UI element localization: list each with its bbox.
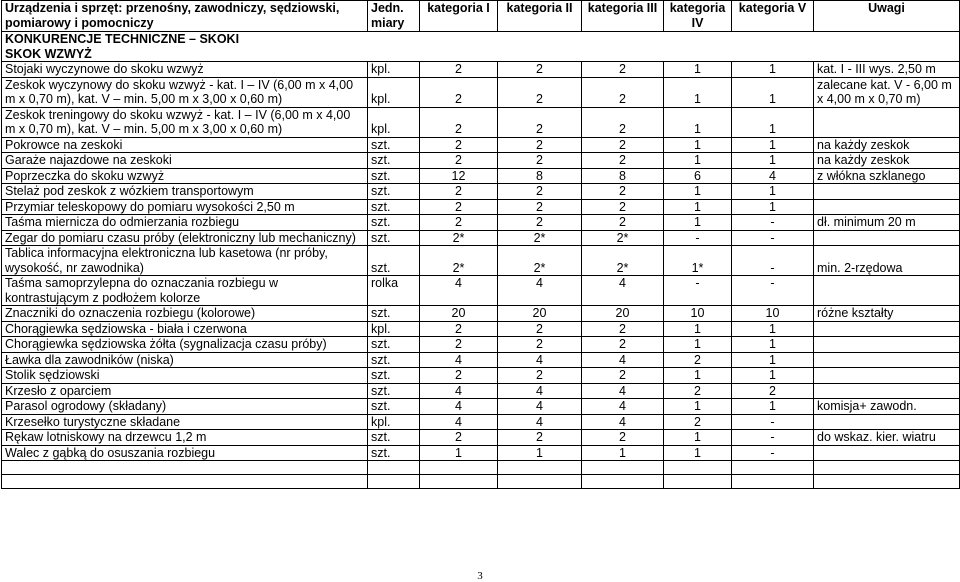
item-note: różne kształty bbox=[814, 306, 960, 322]
item-cat2: 4 bbox=[498, 399, 582, 415]
item-cat4: - bbox=[664, 230, 732, 246]
item-cat1: 4 bbox=[420, 414, 498, 430]
item-cat2: 4 bbox=[498, 276, 582, 306]
item-cat5: 1 bbox=[732, 368, 814, 384]
item-name: Przymiar teleskopowy do pomiaru wysokości 2,50 m bbox=[2, 199, 368, 215]
item-cat4: 1 bbox=[664, 199, 732, 215]
item-cat1: 4 bbox=[420, 352, 498, 368]
item-cat5: 1 bbox=[732, 62, 814, 78]
blank-cell bbox=[420, 475, 498, 489]
table-row bbox=[2, 276, 960, 306]
table-row bbox=[2, 445, 960, 461]
item-cat1: 2 bbox=[420, 77, 498, 107]
item-note bbox=[814, 107, 960, 137]
blank-row bbox=[2, 461, 960, 475]
item-cat1: 2 bbox=[420, 107, 498, 137]
item-unit: szt. bbox=[368, 383, 420, 399]
item-unit: szt. bbox=[368, 230, 420, 246]
table-row bbox=[2, 137, 960, 153]
header-notes: Uwagi bbox=[814, 1, 960, 32]
item-cat3: 4 bbox=[582, 414, 664, 430]
item-cat1: 2 bbox=[420, 215, 498, 231]
item-name: Zeskok treningowy do skoku wzwyż - kat. I – IV (6,00 m x 4,00 m x 0,70 m), kat. V – min. 5,00 m x 3,00 x 0,60 m) bbox=[2, 107, 368, 137]
item-cat3: 1 bbox=[582, 445, 664, 461]
item-name: Parasol ogrodowy (składany) bbox=[2, 399, 368, 415]
item-name: Stelaż pod zeskok z wózkiem transportowym bbox=[2, 184, 368, 200]
item-note bbox=[814, 321, 960, 337]
item-note: kat. I - III wys. 2,50 m bbox=[814, 62, 960, 78]
item-cat1: 2* bbox=[420, 230, 498, 246]
table-row bbox=[2, 368, 960, 384]
blank-cell bbox=[582, 475, 664, 489]
blank-cell bbox=[814, 475, 960, 489]
item-cat2: 2 bbox=[498, 153, 582, 169]
item-cat2: 2 bbox=[498, 184, 582, 200]
item-cat4: 1 bbox=[664, 445, 732, 461]
item-cat3: 2 bbox=[582, 184, 664, 200]
item-unit: szt. bbox=[368, 153, 420, 169]
item-cat5: 1 bbox=[732, 399, 814, 415]
header-item: Urządzenia i sprzęt: przenośny, zawodniczy, sędziowski, pomiarowy i pomocniczy bbox=[2, 1, 368, 32]
section-subtitle-row bbox=[2, 47, 960, 62]
blank-row bbox=[2, 475, 960, 489]
item-cat1: 4 bbox=[420, 383, 498, 399]
item-name: Taśma miernicza do odmierzania rozbiegu bbox=[2, 215, 368, 231]
item-note: min. 2-rzędowa bbox=[814, 246, 960, 276]
table-row bbox=[2, 184, 960, 200]
header-cat2: kategoria II bbox=[498, 1, 582, 32]
item-cat4: 1 bbox=[664, 153, 732, 169]
table-row bbox=[2, 77, 960, 107]
header-cat5: kategoria V bbox=[732, 1, 814, 32]
item-note: zalecane kat. V - 6,00 m x 4,00 m x 0,70 m) bbox=[814, 77, 960, 107]
item-cat4: 1 bbox=[664, 399, 732, 415]
item-cat5: 1 bbox=[732, 352, 814, 368]
item-cat2: 20 bbox=[498, 306, 582, 322]
item-unit: szt. bbox=[368, 306, 420, 322]
item-cat2: 4 bbox=[498, 383, 582, 399]
item-name: Stolik sędziowski bbox=[2, 368, 368, 384]
table-row bbox=[2, 306, 960, 322]
item-cat3: 4 bbox=[582, 352, 664, 368]
item-note: na każdy zeskok bbox=[814, 153, 960, 169]
item-note bbox=[814, 199, 960, 215]
item-cat1: 4 bbox=[420, 276, 498, 306]
item-cat2: 2 bbox=[498, 62, 582, 78]
table-row bbox=[2, 107, 960, 137]
item-cat5: 1 bbox=[732, 321, 814, 337]
item-unit: szt. bbox=[368, 137, 420, 153]
item-cat5: 2 bbox=[732, 383, 814, 399]
item-cat1: 2 bbox=[420, 184, 498, 200]
item-note bbox=[814, 230, 960, 246]
item-cat2: 2 bbox=[498, 199, 582, 215]
item-cat3: 2 bbox=[582, 77, 664, 107]
item-name: Rękaw lotniskowy na drzewcu 1,2 m bbox=[2, 430, 368, 446]
item-name: Krzesło z oparciem bbox=[2, 383, 368, 399]
item-cat5: - bbox=[732, 445, 814, 461]
item-cat1: 2 bbox=[420, 62, 498, 78]
item-name: Chorągiewka sędziowska żółta (sygnalizacja czasu próby) bbox=[2, 337, 368, 353]
header-cat1: kategoria I bbox=[420, 1, 498, 32]
item-note: z włókna szklanego bbox=[814, 168, 960, 184]
item-name: Krzesełko turystyczne składane bbox=[2, 414, 368, 430]
table-row bbox=[2, 430, 960, 446]
item-unit: kpl. bbox=[368, 62, 420, 78]
item-unit: szt. bbox=[368, 199, 420, 215]
item-note bbox=[814, 368, 960, 384]
header-cat3: kategoria III bbox=[582, 1, 664, 32]
item-cat5: 4 bbox=[732, 168, 814, 184]
item-cat3: 2* bbox=[582, 230, 664, 246]
item-cat2: 4 bbox=[498, 352, 582, 368]
item-cat2: 2 bbox=[498, 77, 582, 107]
blank-cell bbox=[732, 475, 814, 489]
item-cat2: 2 bbox=[498, 337, 582, 353]
section-title: KONKURENCJE TECHNICZNE – SKOKI bbox=[2, 32, 960, 47]
table-row bbox=[2, 383, 960, 399]
item-unit: szt. bbox=[368, 337, 420, 353]
item-cat3: 2 bbox=[582, 337, 664, 353]
item-unit: kpl. bbox=[368, 107, 420, 137]
item-unit: szt. bbox=[368, 168, 420, 184]
page-number: 3 bbox=[477, 570, 483, 582]
blank-cell bbox=[420, 461, 498, 475]
item-name: Pokrowce na zeskoki bbox=[2, 137, 368, 153]
item-cat1: 2 bbox=[420, 153, 498, 169]
table-row bbox=[2, 352, 960, 368]
item-unit: kpl. bbox=[368, 77, 420, 107]
item-name: Stojaki wyczynowe do skoku wzwyż bbox=[2, 62, 368, 78]
blank-cell bbox=[368, 475, 420, 489]
item-unit: szt. bbox=[368, 184, 420, 200]
header-row bbox=[2, 1, 960, 32]
blank-cell bbox=[2, 461, 368, 475]
item-cat4: 1 bbox=[664, 215, 732, 231]
item-note bbox=[814, 352, 960, 368]
item-cat5: 1 bbox=[732, 184, 814, 200]
item-cat3: 2 bbox=[582, 137, 664, 153]
blank-cell bbox=[732, 461, 814, 475]
item-cat5: 1 bbox=[732, 153, 814, 169]
item-unit: szt. bbox=[368, 399, 420, 415]
item-cat2: 2 bbox=[498, 137, 582, 153]
item-cat4: 1 bbox=[664, 321, 732, 337]
item-unit: szt. bbox=[368, 215, 420, 231]
header-unit: Jedn. miary bbox=[368, 1, 420, 32]
item-cat4: 2 bbox=[664, 383, 732, 399]
item-cat3: 2 bbox=[582, 153, 664, 169]
item-cat5: 1 bbox=[732, 199, 814, 215]
table-row bbox=[2, 199, 960, 215]
blank-cell bbox=[498, 461, 582, 475]
item-cat1: 2* bbox=[420, 246, 498, 276]
item-cat3: 4 bbox=[582, 383, 664, 399]
item-note: do wskaz. kier. wiatru bbox=[814, 430, 960, 446]
item-cat2: 4 bbox=[498, 414, 582, 430]
item-unit: szt. bbox=[368, 368, 420, 384]
item-cat4: 1 bbox=[664, 137, 732, 153]
item-cat2: 2* bbox=[498, 230, 582, 246]
item-cat1: 2 bbox=[420, 337, 498, 353]
table-row bbox=[2, 246, 960, 276]
item-note bbox=[814, 337, 960, 353]
item-name: Walec z gąbką do osuszania rozbiegu bbox=[2, 445, 368, 461]
item-name: Garaże najazdowe na zeskoki bbox=[2, 153, 368, 169]
item-note: komisja+ zawodn. bbox=[814, 399, 960, 415]
table-row bbox=[2, 399, 960, 415]
item-note bbox=[814, 445, 960, 461]
item-name: Taśma samoprzylepna do oznaczania rozbiegu w kontrastującym z podłożem kolorze bbox=[2, 276, 368, 306]
item-cat5: - bbox=[732, 414, 814, 430]
item-cat4: - bbox=[664, 276, 732, 306]
item-note bbox=[814, 383, 960, 399]
item-cat2: 1 bbox=[498, 445, 582, 461]
item-cat3: 2 bbox=[582, 199, 664, 215]
item-unit: szt. bbox=[368, 246, 420, 276]
item-cat1: 2 bbox=[420, 368, 498, 384]
item-cat3: 2 bbox=[582, 215, 664, 231]
item-unit: szt. bbox=[368, 430, 420, 446]
item-name: Zegar do pomiaru czasu próby (elektroniczny lub mechaniczny) bbox=[2, 230, 368, 246]
table-row bbox=[2, 321, 960, 337]
table-row bbox=[2, 337, 960, 353]
item-cat1: 2 bbox=[420, 137, 498, 153]
table-row bbox=[2, 153, 960, 169]
item-cat1: 2 bbox=[420, 321, 498, 337]
equipment-table bbox=[1, 0, 960, 489]
item-cat3: 20 bbox=[582, 306, 664, 322]
item-cat1: 2 bbox=[420, 430, 498, 446]
item-cat3: 2 bbox=[582, 321, 664, 337]
item-cat4: 10 bbox=[664, 306, 732, 322]
table-row bbox=[2, 230, 960, 246]
item-cat3: 2 bbox=[582, 107, 664, 137]
item-note: dł. minimum 20 m bbox=[814, 215, 960, 231]
item-cat5: 1 bbox=[732, 337, 814, 353]
item-cat1: 1 bbox=[420, 445, 498, 461]
item-cat2: 2* bbox=[498, 246, 582, 276]
item-cat3: 2 bbox=[582, 62, 664, 78]
item-name: Ławka dla zawodników (niska) bbox=[2, 352, 368, 368]
item-cat2: 2 bbox=[498, 321, 582, 337]
item-unit: rolka bbox=[368, 276, 420, 306]
item-unit: kpl. bbox=[368, 321, 420, 337]
item-cat5: 10 bbox=[732, 306, 814, 322]
blank-cell bbox=[2, 475, 368, 489]
item-cat4: 1 bbox=[664, 337, 732, 353]
item-cat1: 20 bbox=[420, 306, 498, 322]
table-row bbox=[2, 62, 960, 78]
item-cat5: 1 bbox=[732, 77, 814, 107]
blank-cell bbox=[368, 461, 420, 475]
section-title-row bbox=[2, 32, 960, 47]
blank-cell bbox=[664, 475, 732, 489]
item-name: Chorągiewka sędziowska - biała i czerwona bbox=[2, 321, 368, 337]
item-cat3: 4 bbox=[582, 276, 664, 306]
item-cat3: 2* bbox=[582, 246, 664, 276]
item-cat4: 2 bbox=[664, 352, 732, 368]
item-cat5: 1 bbox=[732, 107, 814, 137]
item-cat5: - bbox=[732, 246, 814, 276]
item-note bbox=[814, 184, 960, 200]
item-cat4: 2 bbox=[664, 414, 732, 430]
item-cat1: 12 bbox=[420, 168, 498, 184]
item-cat4: 1 bbox=[664, 368, 732, 384]
header-cat4: kategoria IV bbox=[664, 1, 732, 32]
item-cat3: 4 bbox=[582, 399, 664, 415]
table-row bbox=[2, 414, 960, 430]
blank-cell bbox=[498, 475, 582, 489]
item-cat4: 1 bbox=[664, 107, 732, 137]
table-row bbox=[2, 215, 960, 231]
item-cat5: 1 bbox=[732, 137, 814, 153]
item-cat4: 1 bbox=[664, 430, 732, 446]
item-cat4: 1 bbox=[664, 77, 732, 107]
item-cat4: 1* bbox=[664, 246, 732, 276]
item-name: Tablica informacyjna elektroniczna lub kasetowa (nr próby, wysokość, nr zawodnika) bbox=[2, 246, 368, 276]
item-unit: kpl. bbox=[368, 414, 420, 430]
item-name: Zeskok wyczynowy do skoku wzwyż - kat. I – IV (6,00 m x 4,00 m x 0,70 m), kat. V – min. 5,00 m x 3,00 x 0,60 m) bbox=[2, 77, 368, 107]
item-unit: szt. bbox=[368, 352, 420, 368]
item-note bbox=[814, 276, 960, 306]
blank-cell bbox=[582, 461, 664, 475]
item-cat5: - bbox=[732, 215, 814, 231]
item-cat3: 2 bbox=[582, 430, 664, 446]
item-unit: szt. bbox=[368, 445, 420, 461]
item-cat2: 2 bbox=[498, 107, 582, 137]
item-cat1: 2 bbox=[420, 199, 498, 215]
item-name: Znaczniki do oznaczenia rozbiegu (kolorowe) bbox=[2, 306, 368, 322]
item-cat2: 2 bbox=[498, 215, 582, 231]
item-cat5: - bbox=[732, 430, 814, 446]
table-row bbox=[2, 168, 960, 184]
item-cat3: 8 bbox=[582, 168, 664, 184]
item-cat4: 6 bbox=[664, 168, 732, 184]
item-cat4: 1 bbox=[664, 62, 732, 78]
item-cat4: 1 bbox=[664, 184, 732, 200]
section-subtitle: SKOK WZWYŻ bbox=[2, 47, 960, 62]
item-cat3: 2 bbox=[582, 368, 664, 384]
blank-cell bbox=[664, 461, 732, 475]
item-name: Poprzeczka do skoku wzwyż bbox=[2, 168, 368, 184]
item-cat2: 8 bbox=[498, 168, 582, 184]
item-cat2: 2 bbox=[498, 368, 582, 384]
item-note: na każdy zeskok bbox=[814, 137, 960, 153]
item-cat1: 4 bbox=[420, 399, 498, 415]
item-cat2: 2 bbox=[498, 430, 582, 446]
item-note bbox=[814, 414, 960, 430]
item-cat5: - bbox=[732, 276, 814, 306]
item-cat5: - bbox=[732, 230, 814, 246]
blank-cell bbox=[814, 461, 960, 475]
